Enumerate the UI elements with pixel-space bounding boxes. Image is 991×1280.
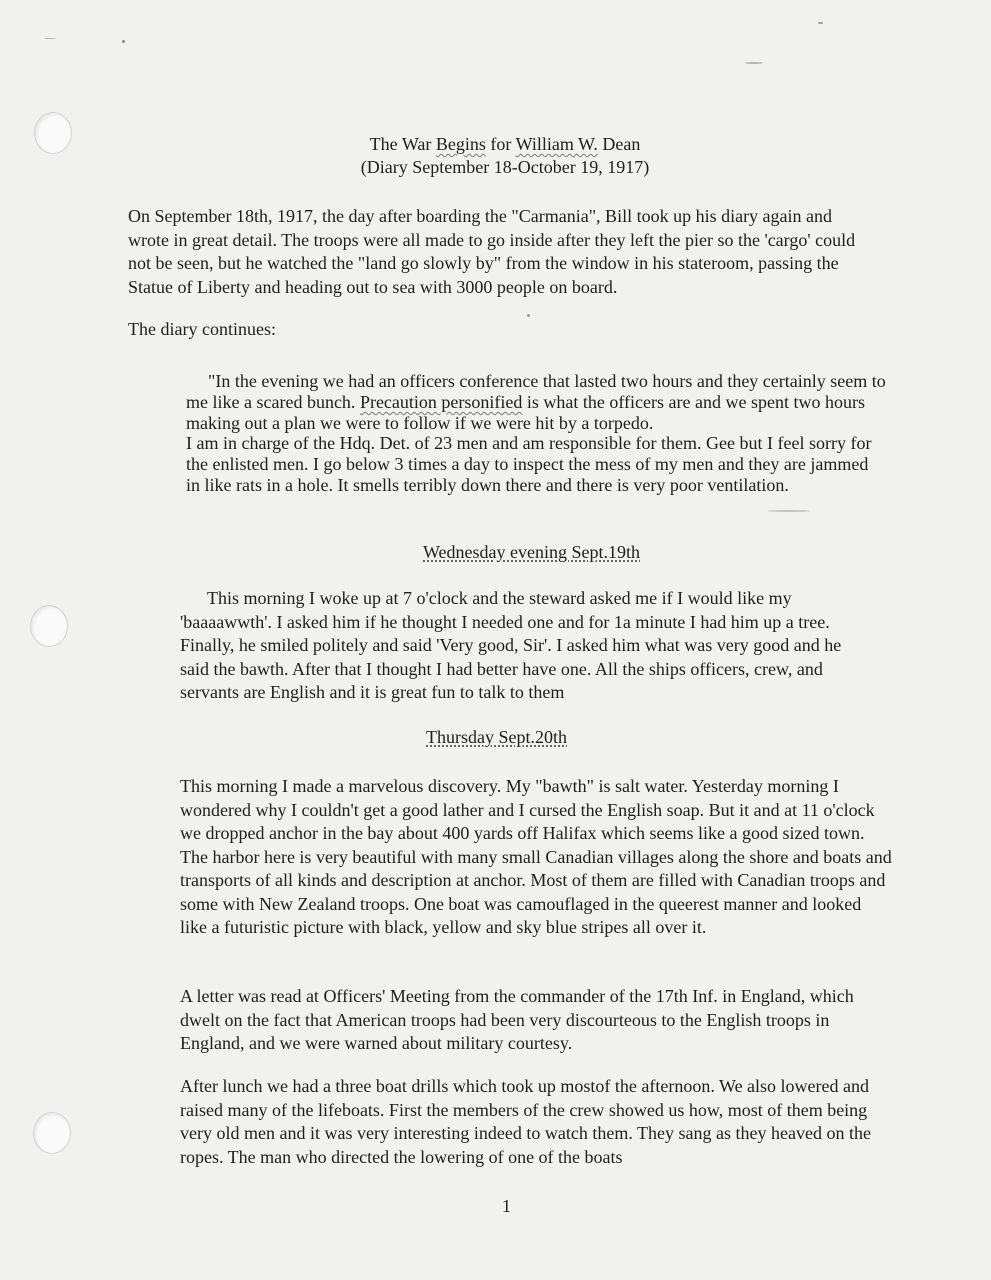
paper-speck bbox=[768, 510, 810, 512]
document-subtitle: (Diary September 18-October 19, 1917) bbox=[360, 157, 650, 177]
document-title-block bbox=[0, 133, 991, 179]
quote-underlined-text: Precaution personified bbox=[359, 392, 523, 412]
wednesday-entry-paragraph: This morning I woke up at 7 o'clock and the steward asked me if I would like my 'baaaawwth'. I asked him if he thought I needed one and for 1a minute I had him up a tree. Finally, he smiled politely and said 'Very good, Sir'. I asked him what was very good and he said the bawth. After that I thought I had better have one. All the ships officers, crew, and servants are English and it is great fun to talk to them bbox=[180, 588, 842, 702]
paper-speck bbox=[122, 40, 125, 43]
entry-heading-wednesday: Wednesday evening Sept.19th bbox=[423, 542, 641, 562]
intro-paragraph: On September 18th, 1917, the day after boarding the "Carmania", Bill took up his diary again and wrote in great detail. The troops were all made to go inside after they left the pier so the 'cargo' could not be seen, but he watched the "land go slowly by" from the window in his stateroom, passing the Statue of Liberty and heading out to sea with 3000 people on board. bbox=[128, 206, 856, 297]
punch-hole-middle bbox=[30, 605, 68, 647]
title-text: Dean bbox=[597, 134, 641, 154]
diary-quote-paragraph bbox=[186, 371, 896, 434]
thursday-entry-paragraph-2: A letter was read at Officers' Meeting from the commander of the 17th Inf. in England, which dwelt on the fact that American troops had been very discourteous to the English troops in England, and we were warned about military courtesy. bbox=[180, 986, 854, 1053]
page-number: 1 bbox=[502, 1196, 511, 1216]
paper-speck bbox=[818, 22, 823, 24]
entry-heading-thursday: Thursday Sept.20th bbox=[426, 727, 567, 747]
document-title bbox=[0, 133, 991, 156]
diary-continues-label: The diary continues: bbox=[128, 319, 276, 339]
title-text: William W. bbox=[515, 134, 598, 154]
title-text: The War bbox=[369, 134, 436, 154]
paper-speck bbox=[44, 38, 56, 39]
quote-text: is what the officers are and we spent two hours making out a plan we were to follow if we were hit by a torpedo. bbox=[186, 392, 865, 433]
paper-speck bbox=[527, 314, 530, 317]
diary-quote-paragraph-2: I am in charge of the Hdq. Det. of 23 men and am responsible for them. Gee but I feel sorry for the enlisted men. I go below 3 times a day to inspect the mess of my men and they are jammed in like rats in a hole. It smells terribly down there and there is very poor ventilation. bbox=[186, 433, 872, 495]
thursday-entry-paragraph-3: After lunch we had a three boat drills which took up mostof the afternoon. We also lowered and raised many of the lifeboats. First the members of the crew showed us how, most of them being very old men and it was very interesting indeed to watch them. They sang as they heaved on the ropes. The man who directed the lowering of one of the boats bbox=[180, 1076, 871, 1167]
title-text: Begins bbox=[435, 134, 486, 154]
paper-speck bbox=[745, 62, 763, 64]
punch-hole-bottom bbox=[33, 1112, 71, 1154]
title-text: for bbox=[485, 134, 516, 154]
quote-text: "In the evening we had an officers conference that lasted two hours and they certainly seem to me like a scared bunch. bbox=[186, 371, 886, 412]
thursday-entry-paragraph-1: This morning I made a marvelous discovery. My "bawth" is salt water. Yesterday morning I wondered why I couldn't get a good lather and I cursed the English soap. But it and at 11 o'clock we dropped anchor in the bay about 400 yards off Halifax which seems like a good sized town. The harbor here is very beautiful with many small Canadian villages along the shore and boats and transports of all kinds and description at anchor. Most of them are filled with Canadian troops and some with New Zealand troops. One boat was camouflaged in the queerest manner and looked like a futuristic picture with black, yellow and sky blue stripes all over it. bbox=[180, 776, 892, 937]
